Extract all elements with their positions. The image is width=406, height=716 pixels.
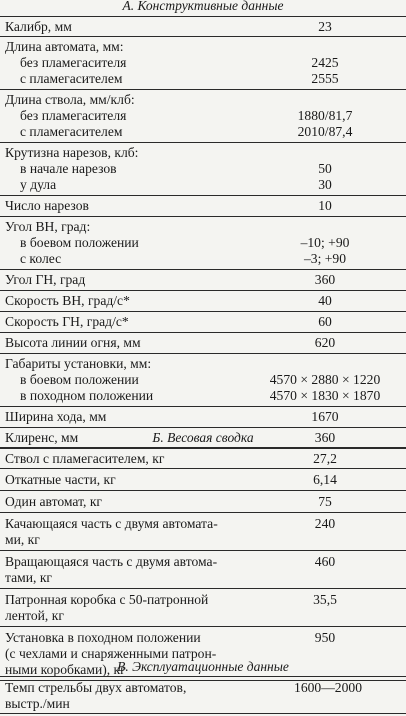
row-line (0, 554, 406, 570)
row-sublabel: без пламегасителя (20, 55, 127, 70)
row-sublabel: без пламегасителя (20, 108, 127, 123)
row-value: 1670 (311, 409, 339, 424)
row-subline (0, 55, 406, 71)
row-subline (0, 177, 406, 193)
row-value: 240 (314, 516, 336, 531)
row-label: Длина ствола, мм/клб: (5, 92, 135, 107)
row-sublabel: в боевом положении (20, 235, 139, 250)
row-label: Один автомат, кг (5, 494, 103, 509)
row-value: 460 (314, 554, 336, 569)
row-value: 360 (314, 430, 336, 445)
row-sublabel: с пламегасителем (20, 71, 123, 86)
row-label: Крутизна нарезов, клб: (5, 145, 139, 160)
row-value: 950 (314, 630, 336, 645)
row-line (0, 592, 406, 608)
row-line (0, 516, 406, 532)
row-subline (0, 372, 406, 388)
row-label: Число нарезов (5, 198, 89, 213)
row-label: Угол ГН, град (5, 272, 86, 287)
row-sublabel: в походном положении (20, 388, 154, 403)
row-line (0, 494, 406, 510)
row-value: 75 (318, 494, 332, 509)
row-value: 27,2 (313, 451, 337, 466)
spec-row (0, 676, 406, 714)
row-line (0, 219, 406, 235)
row-value: 1600—2000 (294, 680, 362, 695)
spec-row (0, 513, 406, 551)
row-label: Качающаяся часть с двумя автомата- (5, 516, 218, 531)
row-label: Скорость ГН, град/с* (5, 314, 129, 329)
row-subvalue: 1880/81,7 (297, 108, 353, 123)
spec-row (0, 90, 406, 143)
row-subvalue: 4570 × 2880 × 1220 (269, 372, 381, 387)
row-label: Ствол с пламегасителем, кг (5, 451, 165, 466)
spec-row (0, 589, 406, 627)
row-label: ми, кг (5, 532, 40, 547)
row-line (0, 272, 406, 288)
row-label: Ширина хода, мм (5, 409, 107, 424)
row-label: выстр./мин (5, 696, 70, 711)
row-line (0, 608, 406, 624)
row-value: 60 (318, 314, 332, 329)
row-line (0, 570, 406, 586)
row-subline (0, 71, 406, 87)
row-label: Калибр, мм (5, 19, 72, 34)
row-value: 40 (318, 293, 332, 308)
row-sublabel: у дула (20, 177, 57, 192)
row-sublabel: в начале нарезов (20, 161, 117, 176)
row-subvalue: –10; +90 (300, 235, 350, 250)
row-value: 360 (314, 272, 336, 287)
row-label: Откатные части, кг (5, 472, 116, 487)
row-line (0, 532, 406, 548)
row-label: Патронная коробка с 50-патронной (5, 592, 209, 607)
row-label: (с чехлами и снаряженными патрон- (5, 646, 217, 661)
spec-row (0, 217, 406, 270)
row-subvalue: 4570 × 1830 × 1870 (269, 388, 381, 403)
row-value: 10 (318, 198, 332, 213)
row-subvalue: 2425 (311, 55, 339, 70)
row-line (0, 409, 406, 425)
row-line (0, 680, 406, 696)
row-sublabel: с пламегасителем (20, 124, 123, 139)
spec-row (0, 37, 406, 90)
spec-row (0, 354, 406, 407)
row-line (0, 696, 406, 712)
spec-row (0, 469, 406, 491)
row-line (0, 335, 406, 351)
row-line (0, 451, 406, 467)
row-subvalue: 2010/87,4 (297, 124, 353, 139)
row-label: ными коробками), кг (5, 662, 126, 677)
row-subvalue: 2555 (311, 71, 339, 86)
spec-row (0, 291, 406, 312)
row-subline (0, 124, 406, 140)
row-value: 35,5 (313, 592, 337, 607)
spec-row (0, 333, 406, 354)
row-subline (0, 251, 406, 267)
row-line (0, 92, 406, 108)
spec-row (0, 16, 406, 37)
row-subline (0, 161, 406, 177)
row-label: Высота линии огня, мм (5, 335, 141, 350)
row-sublabel: в боевом положении (20, 372, 139, 387)
row-subline (0, 388, 406, 404)
row-label: Угол ВН, град: (5, 219, 91, 234)
row-line (0, 472, 406, 488)
row-line (0, 293, 406, 309)
spec-row (0, 407, 406, 428)
row-subline (0, 108, 406, 124)
spec-row (0, 551, 406, 589)
row-label: Клиренс, мм (5, 430, 79, 445)
section-a-title: А. Конструктивные данные (122, 0, 284, 13)
row-label: Вращающаяся часть с двумя автома- (5, 554, 218, 569)
row-line (0, 198, 406, 214)
row-label: Темп стрельбы двух автоматов, (5, 680, 187, 695)
row-label: Скорость ВН, град/с* (5, 293, 130, 308)
row-subvalue: –3; +90 (303, 251, 347, 266)
row-value: 620 (314, 335, 336, 350)
row-label: Габариты установки, мм: (5, 356, 152, 371)
row-label: тами, кг (5, 570, 52, 585)
section-b-title: Б. Весовая сводка (152, 430, 254, 445)
row-value: 23 (318, 19, 332, 34)
row-line (0, 630, 406, 646)
row-line (0, 356, 406, 372)
row-line (0, 19, 406, 35)
row-subvalue: 50 (318, 161, 332, 176)
row-line (0, 145, 406, 161)
row-sublabel: с колес (20, 251, 62, 266)
spec-row (0, 491, 406, 513)
row-label: лентой, кг (5, 608, 64, 623)
row-line (0, 314, 406, 330)
row-label: Длина автомата, мм: (5, 39, 124, 54)
spec-row (0, 447, 406, 469)
row-subline (0, 235, 406, 251)
row-value: 6,14 (313, 472, 337, 487)
row-subvalue: 30 (318, 177, 332, 192)
spec-row (0, 143, 406, 196)
spec-row (0, 270, 406, 291)
spec-row (0, 196, 406, 217)
row-line (0, 39, 406, 55)
spec-row (0, 312, 406, 333)
row-label: Установка в походном положении (5, 630, 201, 645)
section-c-title: В. Эксплуатационные данные (117, 659, 289, 674)
